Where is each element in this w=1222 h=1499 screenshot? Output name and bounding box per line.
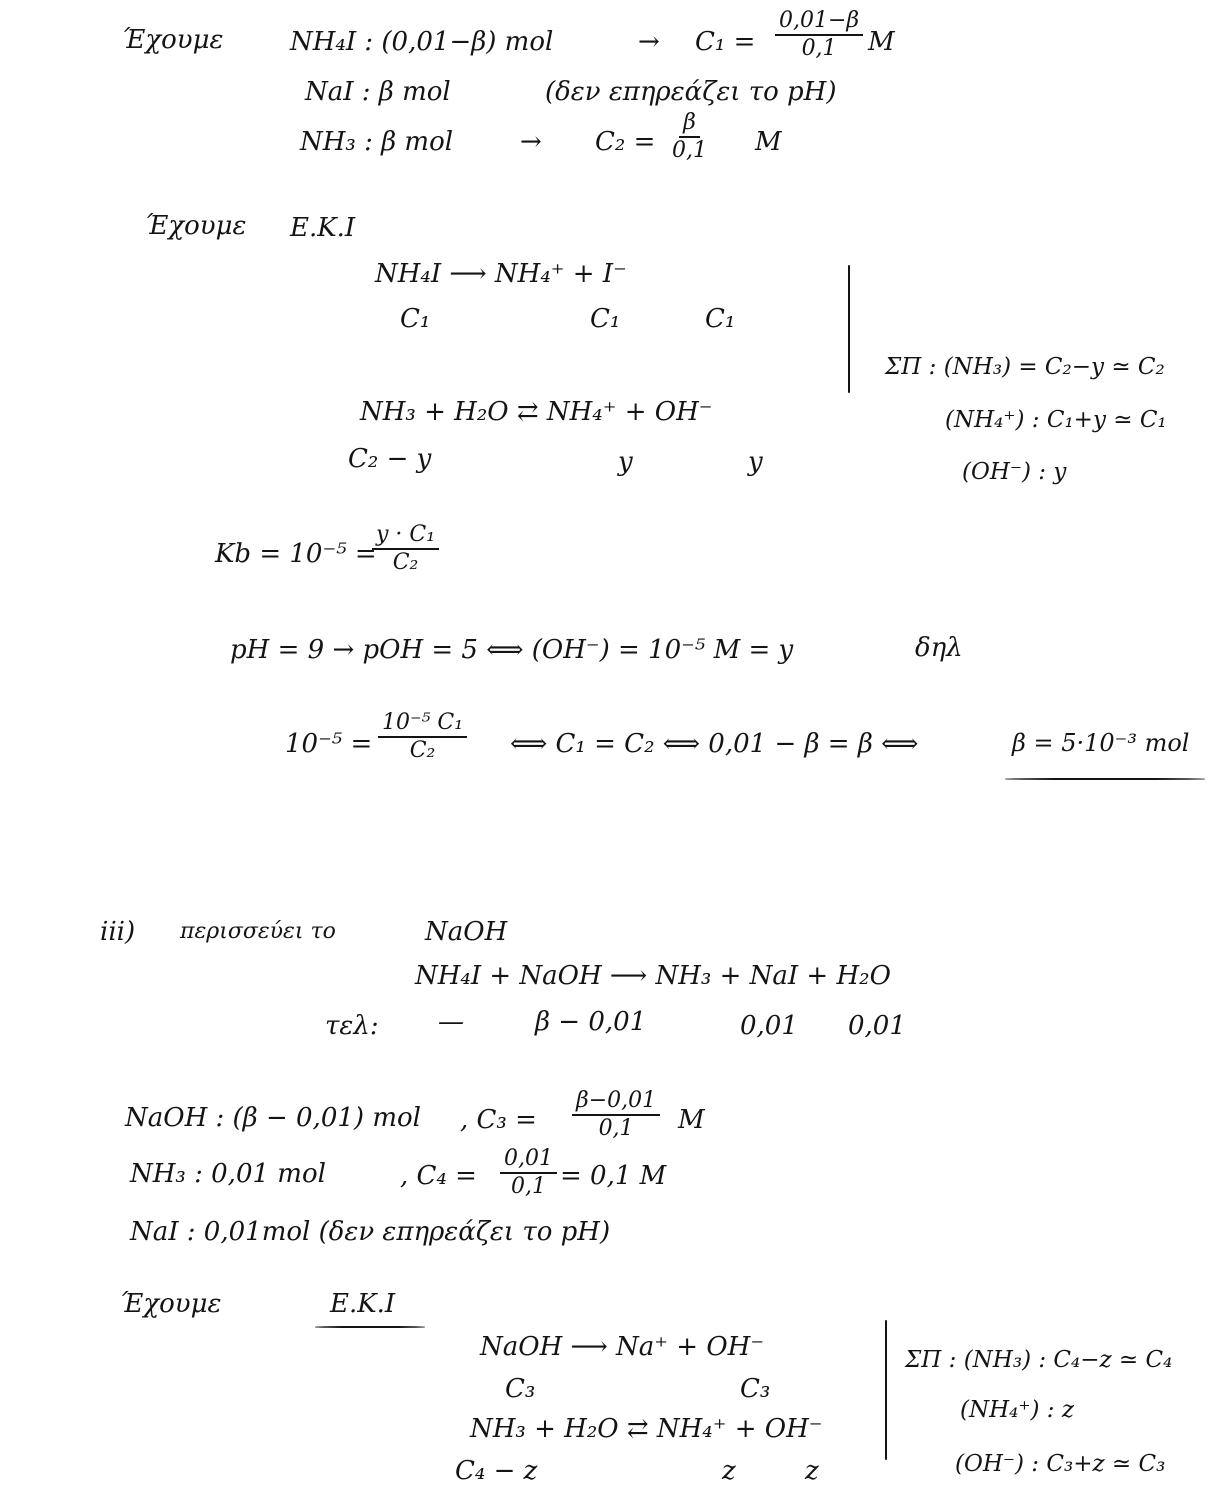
sp-nh3: ΣΠ : (NH₃) = C₂−y ≃ C₂ <box>885 354 1165 380</box>
conc-oh-from-naoh: C₃ <box>740 1374 771 1404</box>
eki-title: Ε.Κ.Ι <box>290 213 356 243</box>
final-nai: 0,01 <box>848 1011 906 1041</box>
final-nh4i: — <box>438 1007 464 1037</box>
solve-denominator: C₂ <box>409 738 436 763</box>
eki-title-underline <box>315 1326 425 1328</box>
c3-denominator: 0,1 <box>598 1116 634 1141</box>
c3-unit: M <box>678 1105 705 1135</box>
c4-prefix: , C₄ = <box>400 1161 477 1191</box>
nai-amount-iii: NaI : 0,01mol (δεν επηρεάζει το pH) <box>130 1217 611 1247</box>
c2-fraction <box>672 112 707 162</box>
nai-amount: NaI : β mol <box>305 77 451 107</box>
final-label: τελ: <box>325 1011 379 1041</box>
c2-prefix: C₂ = <box>595 127 656 157</box>
nh3-arrow: → <box>520 127 542 157</box>
kb-fraction <box>372 524 439 574</box>
c4-numerator: 0,01 <box>500 1148 557 1174</box>
divider-bar <box>848 265 850 393</box>
c4-tail: = 0,1 M <box>560 1161 667 1191</box>
conc-naoh: C₃ <box>505 1374 536 1404</box>
c3-numerator: β−0,01 <box>572 1090 660 1116</box>
dissociation-naoh: NaOH ⟶ Na⁺ + OH⁻ <box>480 1332 765 1362</box>
neutralization-reaction: NH₄I + NaOH ⟶ NH₃ + NaI + H₂O <box>415 961 891 991</box>
sp-nh3-iii: ΣΠ : (NH₃) : C₄−z ≃ C₄ <box>905 1347 1173 1373</box>
kb-lhs: Kb = 10⁻⁵ = <box>215 539 377 569</box>
conc-nh3: C₂ − y <box>348 444 432 474</box>
c4-fraction <box>500 1148 557 1198</box>
c1-prefix: C₁ = <box>695 27 756 57</box>
conc-nh4-plus: C₁ <box>590 304 621 334</box>
nh3-amount: NH₃ : β mol <box>300 127 454 157</box>
ph-line: pH = 9 → pOH = 5 ⟺ (OH⁻) = 10⁻⁵ M = y <box>230 635 794 665</box>
nh4i-arrow: → <box>638 27 660 57</box>
solve-lhs: 10⁻⁵ = <box>285 729 373 759</box>
naoh-amount: NaOH : (β − 0,01) mol <box>125 1103 421 1133</box>
sp-nh4-plus-iii: (NH₄⁺) : z <box>960 1397 1074 1423</box>
kb-numerator: y · C₁ <box>372 524 439 550</box>
c1-denominator: 0,1 <box>801 36 837 61</box>
c3-fraction <box>572 1090 660 1140</box>
part-iii-species: NaOH <box>425 917 508 947</box>
conc-iodide: C₁ <box>705 304 736 334</box>
c1-unit: M <box>868 27 895 57</box>
beta-result: β = 5·10⁻³ mol <box>1012 729 1190 757</box>
c2-numerator: β <box>679 112 700 138</box>
ph-note: δηλ <box>915 633 963 663</box>
part-iii-number: iii) <box>100 917 136 947</box>
nh3-amount-iii: NH₃ : 0,01 mol <box>130 1159 326 1189</box>
result-underline <box>1005 778 1205 780</box>
c1-numerator: 0,01−β <box>775 10 863 36</box>
conc-nh3-iii: C₄ − z <box>455 1456 538 1486</box>
ionization-nh3: NH₃ + H₂O ⇄ NH₄⁺ + OH⁻ <box>360 397 713 427</box>
sp-oh-iii: (OH⁻) : C₃+z ≃ C₃ <box>955 1451 1166 1477</box>
solve-chain: ⟺ C₁ = C₂ ⟺ 0,01 − β = β ⟺ <box>510 729 919 759</box>
final-naoh: β − 0,01 <box>535 1007 647 1037</box>
divider-bar-iii <box>885 1320 887 1460</box>
c4-denominator: 0,1 <box>510 1174 546 1199</box>
c3-prefix: , C₃ = <box>460 1105 537 1135</box>
dissociation-nh4i: NH₄I ⟶ NH₄⁺ + I⁻ <box>375 259 627 289</box>
solve-numerator: 10⁻⁵ C₁ <box>378 712 467 738</box>
c2-denominator: 0,1 <box>672 138 707 163</box>
solve-fraction <box>378 712 467 762</box>
conc-oh-eq: y <box>748 447 763 477</box>
nh4i-amount: NH₄I : (0,01−β) mol <box>290 27 554 57</box>
conc-oh-iii: z <box>805 1456 819 1486</box>
c1-fraction <box>775 10 863 60</box>
eki-label-iii: Έχουμε <box>120 1289 222 1319</box>
part-iii-text: περισσεύει το <box>180 919 336 944</box>
conc-nh4-plus-eq: y <box>618 447 633 477</box>
intro-label: Έχουμε <box>122 25 224 55</box>
kb-denominator: C₂ <box>392 550 419 575</box>
sp-oh: (OH⁻) : y <box>962 459 1067 485</box>
sp-nh4-plus: (NH₄⁺) : C₁+y ≃ C₁ <box>945 407 1167 433</box>
eki-label: Έχουμε <box>145 211 247 241</box>
final-nh3: 0,01 <box>740 1011 798 1041</box>
conc-nh4i: C₁ <box>400 304 431 334</box>
conc-nh4-plus-iii: z <box>722 1456 736 1486</box>
eki-title-iii: Ε.Κ.Ι <box>330 1289 396 1319</box>
ionization-nh3-iii: NH₃ + H₂O ⇄ NH₄⁺ + OH⁻ <box>470 1414 823 1444</box>
nai-note: (δεν επηρεάζει το pH) <box>545 77 837 107</box>
c2-unit: M <box>755 127 782 157</box>
